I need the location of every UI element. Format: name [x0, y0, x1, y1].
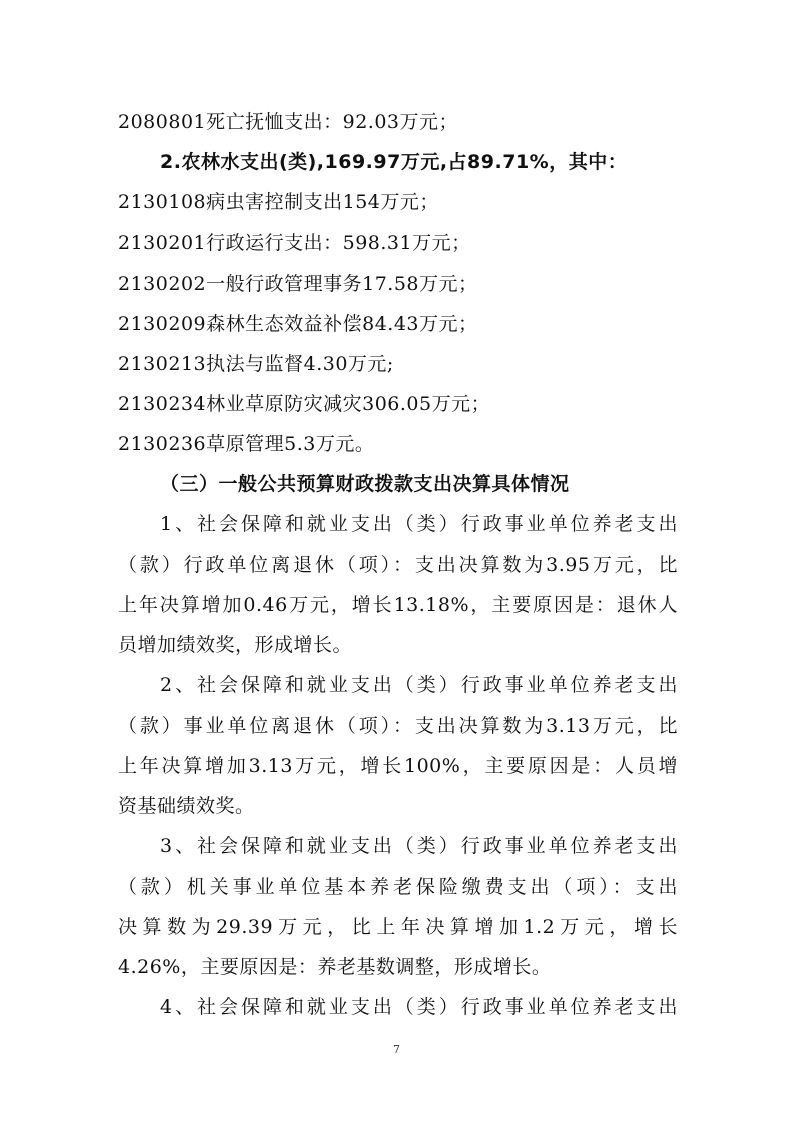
paragraph-3-line-1: 3、社会保障和就业支出（类）行政事业单位养老支出: [160, 835, 678, 857]
text-line-grassland-management: 2130236草原管理5.3万元。: [118, 433, 375, 455]
text-line-admin-operation: 2130201行政运行支出：598.31万元；: [118, 232, 471, 254]
paragraph-2-line-3: 上年决算增加3.13万元，增长100%，主要原因是：人员增: [118, 755, 678, 777]
text-line-forest-compensation: 2130209森林生态效益补偿84.43万元；: [118, 313, 478, 335]
paragraph-3-line-3: 决算数为29.39万元，比上年决算增加1.2万元，增长: [118, 916, 678, 938]
text-line-law-enforcement: 2130213执法与监督4.30万元;: [118, 353, 394, 375]
paragraph-4-line-1: 4、社会保障和就业支出（类）行政事业单位养老支出: [160, 996, 678, 1018]
page-number: 7: [393, 1043, 400, 1056]
paragraph-1-line-4: 员增加绩效奖，形成增长。: [118, 634, 353, 656]
paragraph-2-line-2: （款）事业单位离退休（项）：支出决算数为3.13万元，比: [118, 715, 678, 737]
paragraph-1-line-1: 1、社会保障和就业支出（类）行政事业单位养老支出: [160, 513, 678, 535]
paragraph-3-line-2: （款）机关事业单位基本养老保险缴费支出（项）：支出: [118, 876, 678, 898]
section-heading-three: （三）一般公共预算财政拨款支出决算具体情况: [160, 473, 570, 495]
section-heading-agriculture: 2.农林水支出(类),169.97万元,占89.71%，其中：: [160, 151, 628, 173]
paragraph-2-line-1: 2、社会保障和就业支出（类）行政事业单位养老支出: [160, 674, 678, 696]
paragraph-2-line-4: 资基础绩效奖。: [118, 795, 255, 817]
paragraph-3-line-4: 4.26%，主要原因是：养老基数调整，形成增长。: [118, 956, 552, 978]
paragraph-1-line-2: （款）行政单位离退休（项）：支出决算数为3.95万元，比: [118, 554, 678, 576]
paragraph-1-line-3: 上年决算增加0.46万元，增长13.18%，主要原因是：退休人: [118, 594, 678, 616]
text-line-death-pension: 2080801死亡抚恤支出：92.03万元；: [118, 111, 459, 133]
text-line-general-admin: 2130202一般行政管理事务17.58万元；: [118, 273, 478, 295]
text-line-disaster-reduction: 2130234林业草原防灾减灾306.05万元；: [118, 393, 491, 415]
text-line-pest-control: 2130108病虫害控制支出154万元；: [118, 191, 439, 213]
